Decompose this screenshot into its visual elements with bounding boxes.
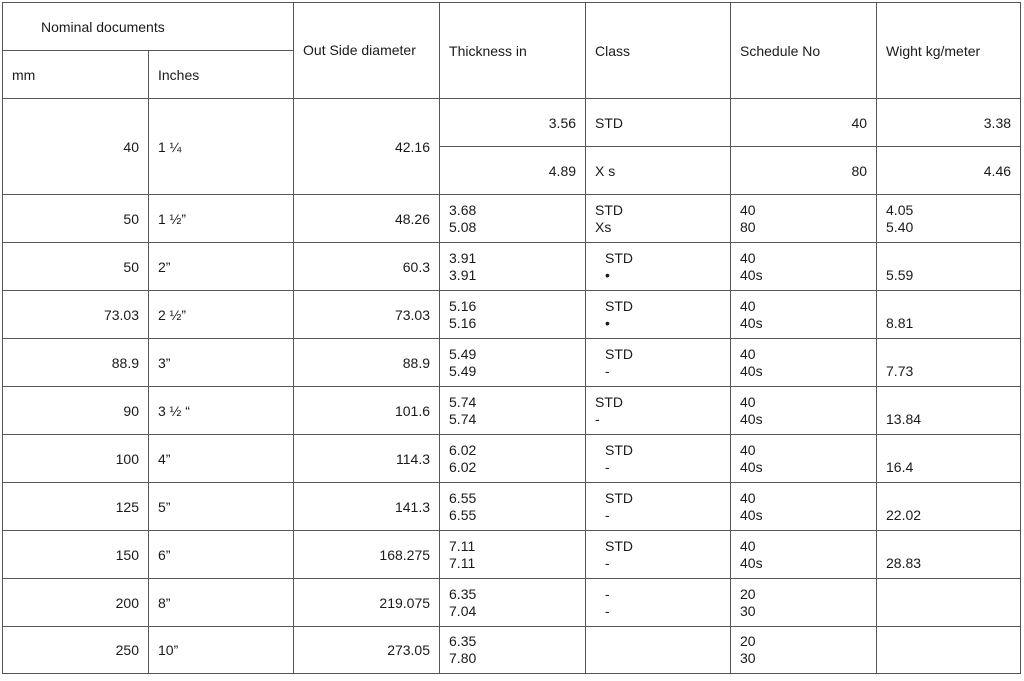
header-nominal-documents: Nominal documents bbox=[3, 3, 294, 51]
cell-thickness bbox=[440, 579, 586, 627]
cell-weight bbox=[877, 531, 1021, 579]
cell-schedule-line-2: 80 bbox=[740, 218, 756, 235]
cell-schedule-line-2: 40s bbox=[740, 410, 763, 427]
cell-weight-line-1 bbox=[886, 346, 1011, 363]
cell-schedule-line-1: 20 bbox=[740, 585, 756, 602]
table-row bbox=[3, 99, 1021, 147]
cell-thickness bbox=[440, 291, 586, 339]
table-row bbox=[3, 291, 1021, 339]
cell-weight-line-2: 13.84 bbox=[886, 410, 922, 427]
cell-weight bbox=[877, 627, 1021, 674]
cell-inches: 2” bbox=[149, 243, 294, 291]
cell-thickness-line-1: 6.35 bbox=[449, 585, 477, 602]
cell-thickness-line-1: 6.55 bbox=[449, 489, 477, 506]
cell-class bbox=[586, 531, 731, 579]
cell-schedule: 80 bbox=[731, 147, 877, 195]
cell-weight-line-2: 28.83 bbox=[886, 554, 922, 571]
cell-schedule-line-2: 40s bbox=[740, 362, 763, 379]
header-mm: mm bbox=[3, 51, 149, 99]
cell-thickness-line-2: 7.11 bbox=[449, 554, 476, 571]
cell-mm: 125 bbox=[3, 483, 149, 531]
cell-weight bbox=[877, 435, 1021, 483]
header-class: Class bbox=[586, 3, 731, 99]
cell-schedule-line-1: 40 bbox=[740, 201, 756, 218]
cell-class-line-1: STD bbox=[605, 537, 634, 554]
cell-weight-line-1 bbox=[886, 442, 1011, 459]
cell-thickness-line-2: 5.08 bbox=[449, 218, 477, 235]
cell-thickness-line-2: 5.16 bbox=[449, 314, 477, 331]
cell-class bbox=[586, 291, 731, 339]
table-row bbox=[3, 387, 1021, 435]
cell-class-line-2: - bbox=[605, 554, 610, 571]
cell-class-line-2: - bbox=[605, 362, 610, 379]
cell-inches: 1 ½” bbox=[149, 195, 294, 243]
cell-mm: 40 bbox=[3, 99, 149, 195]
cell-thickness-line-2: 6.02 bbox=[449, 458, 477, 475]
header-outside-diameter: Out Side diameter bbox=[294, 3, 440, 99]
cell-schedule-line-1: 40 bbox=[740, 489, 756, 506]
header-weight: Wight kg/meter bbox=[877, 3, 1021, 99]
cell-inches: 3 ½ “ bbox=[149, 387, 294, 435]
cell-schedule bbox=[731, 339, 877, 387]
cell-inches: 6” bbox=[149, 531, 294, 579]
cell-schedule-line-1: 40 bbox=[740, 441, 756, 458]
cell-schedule bbox=[731, 195, 877, 243]
cell-class-line-2: • bbox=[605, 266, 610, 283]
cell-outside-diameter: 273.05 bbox=[294, 627, 440, 674]
table-row bbox=[3, 243, 1021, 291]
cell-thickness-line-2: 6.55 bbox=[449, 506, 477, 523]
cell-weight bbox=[877, 243, 1021, 291]
cell-schedule bbox=[731, 291, 877, 339]
table-row bbox=[3, 483, 1021, 531]
cell-mm: 200 bbox=[3, 579, 149, 627]
cell-weight-line-1 bbox=[886, 298, 1011, 315]
cell-thickness bbox=[440, 435, 586, 483]
table-row bbox=[3, 579, 1021, 627]
cell-thickness-line-2: 7.80 bbox=[449, 650, 477, 666]
cell-thickness: 4.89 bbox=[440, 147, 586, 195]
cell-weight-line-2: 16.4 bbox=[886, 458, 914, 475]
cell-schedule-line-1: 40 bbox=[740, 297, 756, 314]
table-row bbox=[3, 195, 1021, 243]
cell-class bbox=[586, 339, 731, 387]
cell-schedule-line-1: 40 bbox=[740, 537, 756, 554]
cell-class bbox=[586, 435, 731, 483]
cell-weight-line-2: 8.81 bbox=[886, 314, 914, 331]
cell-outside-diameter: 88.9 bbox=[294, 339, 440, 387]
cell-schedule bbox=[731, 435, 877, 483]
cell-thickness bbox=[440, 243, 586, 291]
cell-class-line-2 bbox=[595, 650, 721, 667]
cell-weight: 3.38 bbox=[877, 99, 1021, 147]
cell-inches: 8” bbox=[149, 579, 294, 627]
cell-outside-diameter: 60.3 bbox=[294, 243, 440, 291]
cell-inches: 2 ½” bbox=[149, 291, 294, 339]
cell-class-line-2: - bbox=[605, 458, 610, 475]
cell-inches: 5” bbox=[149, 483, 294, 531]
cell-thickness: 3.56 bbox=[440, 99, 586, 147]
table-row bbox=[3, 435, 1021, 483]
cell-thickness bbox=[440, 195, 586, 243]
header-schedule-no: Schedule No bbox=[731, 3, 877, 99]
cell-class-line-2: • bbox=[605, 314, 610, 331]
cell-class-line-2: Xs bbox=[595, 218, 612, 235]
cell-thickness-line-2: 5.49 bbox=[449, 362, 477, 379]
cell-thickness-line-1: 6.02 bbox=[449, 441, 477, 458]
cell-class-line-1: STD bbox=[605, 489, 634, 506]
cell-mm: 73.03 bbox=[3, 291, 149, 339]
cell-inches: 1 ¼ bbox=[149, 99, 294, 195]
cell-thickness-line-2: 5.74 bbox=[449, 410, 477, 427]
cell-outside-diameter: 141.3 bbox=[294, 483, 440, 531]
table-row bbox=[3, 627, 1021, 674]
cell-schedule-line-2: 30 bbox=[740, 602, 756, 619]
cell-outside-diameter: 48.26 bbox=[294, 195, 440, 243]
cell-schedule bbox=[731, 531, 877, 579]
cell-class bbox=[586, 195, 731, 243]
cell-weight-line-1 bbox=[886, 633, 1011, 650]
cell-thickness-line-1: 7.11 bbox=[449, 537, 476, 554]
cell-class bbox=[586, 627, 731, 674]
cell-mm: 50 bbox=[3, 243, 149, 291]
cell-thickness-line-1: 3.68 bbox=[449, 201, 477, 218]
cell-schedule bbox=[731, 483, 877, 531]
cell-schedule bbox=[731, 387, 877, 435]
cell-class bbox=[586, 579, 731, 627]
cell-class-line-1: STD bbox=[595, 393, 624, 410]
cell-weight-line-2 bbox=[886, 603, 1011, 620]
cell-weight-line-1 bbox=[886, 490, 1011, 507]
cell-weight-line-2: 5.59 bbox=[886, 266, 914, 283]
cell-schedule-line-2: 40s bbox=[740, 506, 763, 523]
cell-class bbox=[586, 243, 731, 291]
cell-thickness-line-1: 5.74 bbox=[449, 393, 477, 410]
cell-weight-line-1 bbox=[886, 394, 1011, 411]
cell-weight-line-2: 22.02 bbox=[886, 506, 922, 523]
cell-weight-line-1 bbox=[886, 250, 1011, 267]
table-row bbox=[3, 339, 1021, 387]
cell-outside-diameter: 101.6 bbox=[294, 387, 440, 435]
pipe-specification-table bbox=[2, 2, 1021, 674]
cell-schedule: 40 bbox=[731, 99, 877, 147]
cell-class-line-1: STD bbox=[605, 345, 634, 362]
cell-weight-line-2: 5.40 bbox=[886, 218, 914, 235]
cell-class-line-2: - bbox=[595, 410, 600, 427]
cell-class-line-1: STD bbox=[595, 201, 624, 218]
cell-weight bbox=[877, 339, 1021, 387]
cell-outside-diameter: 219.075 bbox=[294, 579, 440, 627]
cell-schedule-line-1: 40 bbox=[740, 249, 756, 266]
cell-class-line-1: STD bbox=[605, 297, 634, 314]
cell-weight-line-1 bbox=[886, 586, 1011, 603]
cell-thickness-line-1: 5.49 bbox=[449, 345, 477, 362]
cell-weight bbox=[877, 291, 1021, 339]
cell-outside-diameter: 42.16 bbox=[294, 99, 440, 195]
cell-weight-line-1 bbox=[886, 538, 1011, 555]
cell-thickness bbox=[440, 339, 586, 387]
cell-schedule-line-2: 40s bbox=[740, 266, 763, 283]
cell-thickness bbox=[440, 387, 586, 435]
cell-weight-line-1: 4.05 bbox=[886, 201, 914, 218]
header-thickness: Thickness in bbox=[440, 3, 586, 99]
cell-thickness-line-1: 6.35 bbox=[449, 633, 477, 649]
cell-thickness-line-2: 3.91 bbox=[449, 266, 477, 283]
cell-thickness-line-1: 5.16 bbox=[449, 297, 477, 314]
cell-outside-diameter: 73.03 bbox=[294, 291, 440, 339]
cell-schedule-line-2: 40s bbox=[740, 458, 763, 475]
cell-schedule-line-2: 40s bbox=[740, 314, 763, 331]
cell-schedule-line-1: 40 bbox=[740, 393, 756, 410]
cell-class-line-2: - bbox=[605, 602, 610, 619]
cell-thickness bbox=[440, 483, 586, 531]
cell-class: STD bbox=[586, 99, 731, 147]
cell-thickness-line-1: 3.91 bbox=[449, 249, 477, 266]
cell-inches: 4” bbox=[149, 435, 294, 483]
cell-schedule bbox=[731, 579, 877, 627]
cell-weight: 4.46 bbox=[877, 147, 1021, 195]
cell-weight bbox=[877, 483, 1021, 531]
cell-class bbox=[586, 387, 731, 435]
cell-schedule-line-2: 40s bbox=[740, 554, 763, 571]
cell-class-line-1: STD bbox=[605, 441, 634, 458]
cell-mm: 90 bbox=[3, 387, 149, 435]
cell-thickness bbox=[440, 627, 586, 674]
cell-outside-diameter: 114.3 bbox=[294, 435, 440, 483]
cell-thickness bbox=[440, 531, 586, 579]
cell-thickness-line-2: 7.04 bbox=[449, 602, 477, 619]
cell-weight-line-2 bbox=[886, 650, 1011, 667]
cell-class-line-1 bbox=[595, 633, 721, 650]
cell-class-line-1: - bbox=[605, 585, 610, 602]
cell-weight bbox=[877, 387, 1021, 435]
cell-mm: 250 bbox=[3, 627, 149, 674]
cell-inches: 10” bbox=[149, 627, 294, 674]
cell-class-line-2: - bbox=[605, 506, 610, 523]
cell-schedule-line-2: 30 bbox=[740, 650, 756, 666]
cell-schedule-line-1: 40 bbox=[740, 345, 756, 362]
cell-schedule-line-1: 20 bbox=[740, 633, 756, 649]
header-inches: Inches bbox=[149, 51, 294, 99]
table-body bbox=[3, 99, 1021, 674]
cell-weight bbox=[877, 195, 1021, 243]
cell-class bbox=[586, 483, 731, 531]
cell-mm: 150 bbox=[3, 531, 149, 579]
cell-mm: 88.9 bbox=[3, 339, 149, 387]
cell-schedule bbox=[731, 243, 877, 291]
cell-outside-diameter: 168.275 bbox=[294, 531, 440, 579]
cell-mm: 100 bbox=[3, 435, 149, 483]
cell-class-line-1: STD bbox=[605, 249, 634, 266]
cell-weight bbox=[877, 579, 1021, 627]
cell-schedule bbox=[731, 627, 877, 674]
table-row bbox=[3, 531, 1021, 579]
cell-mm: 50 bbox=[3, 195, 149, 243]
cell-class: X s bbox=[586, 147, 731, 195]
cell-weight-line-2: 7.73 bbox=[886, 362, 914, 379]
cell-inches: 3” bbox=[149, 339, 294, 387]
